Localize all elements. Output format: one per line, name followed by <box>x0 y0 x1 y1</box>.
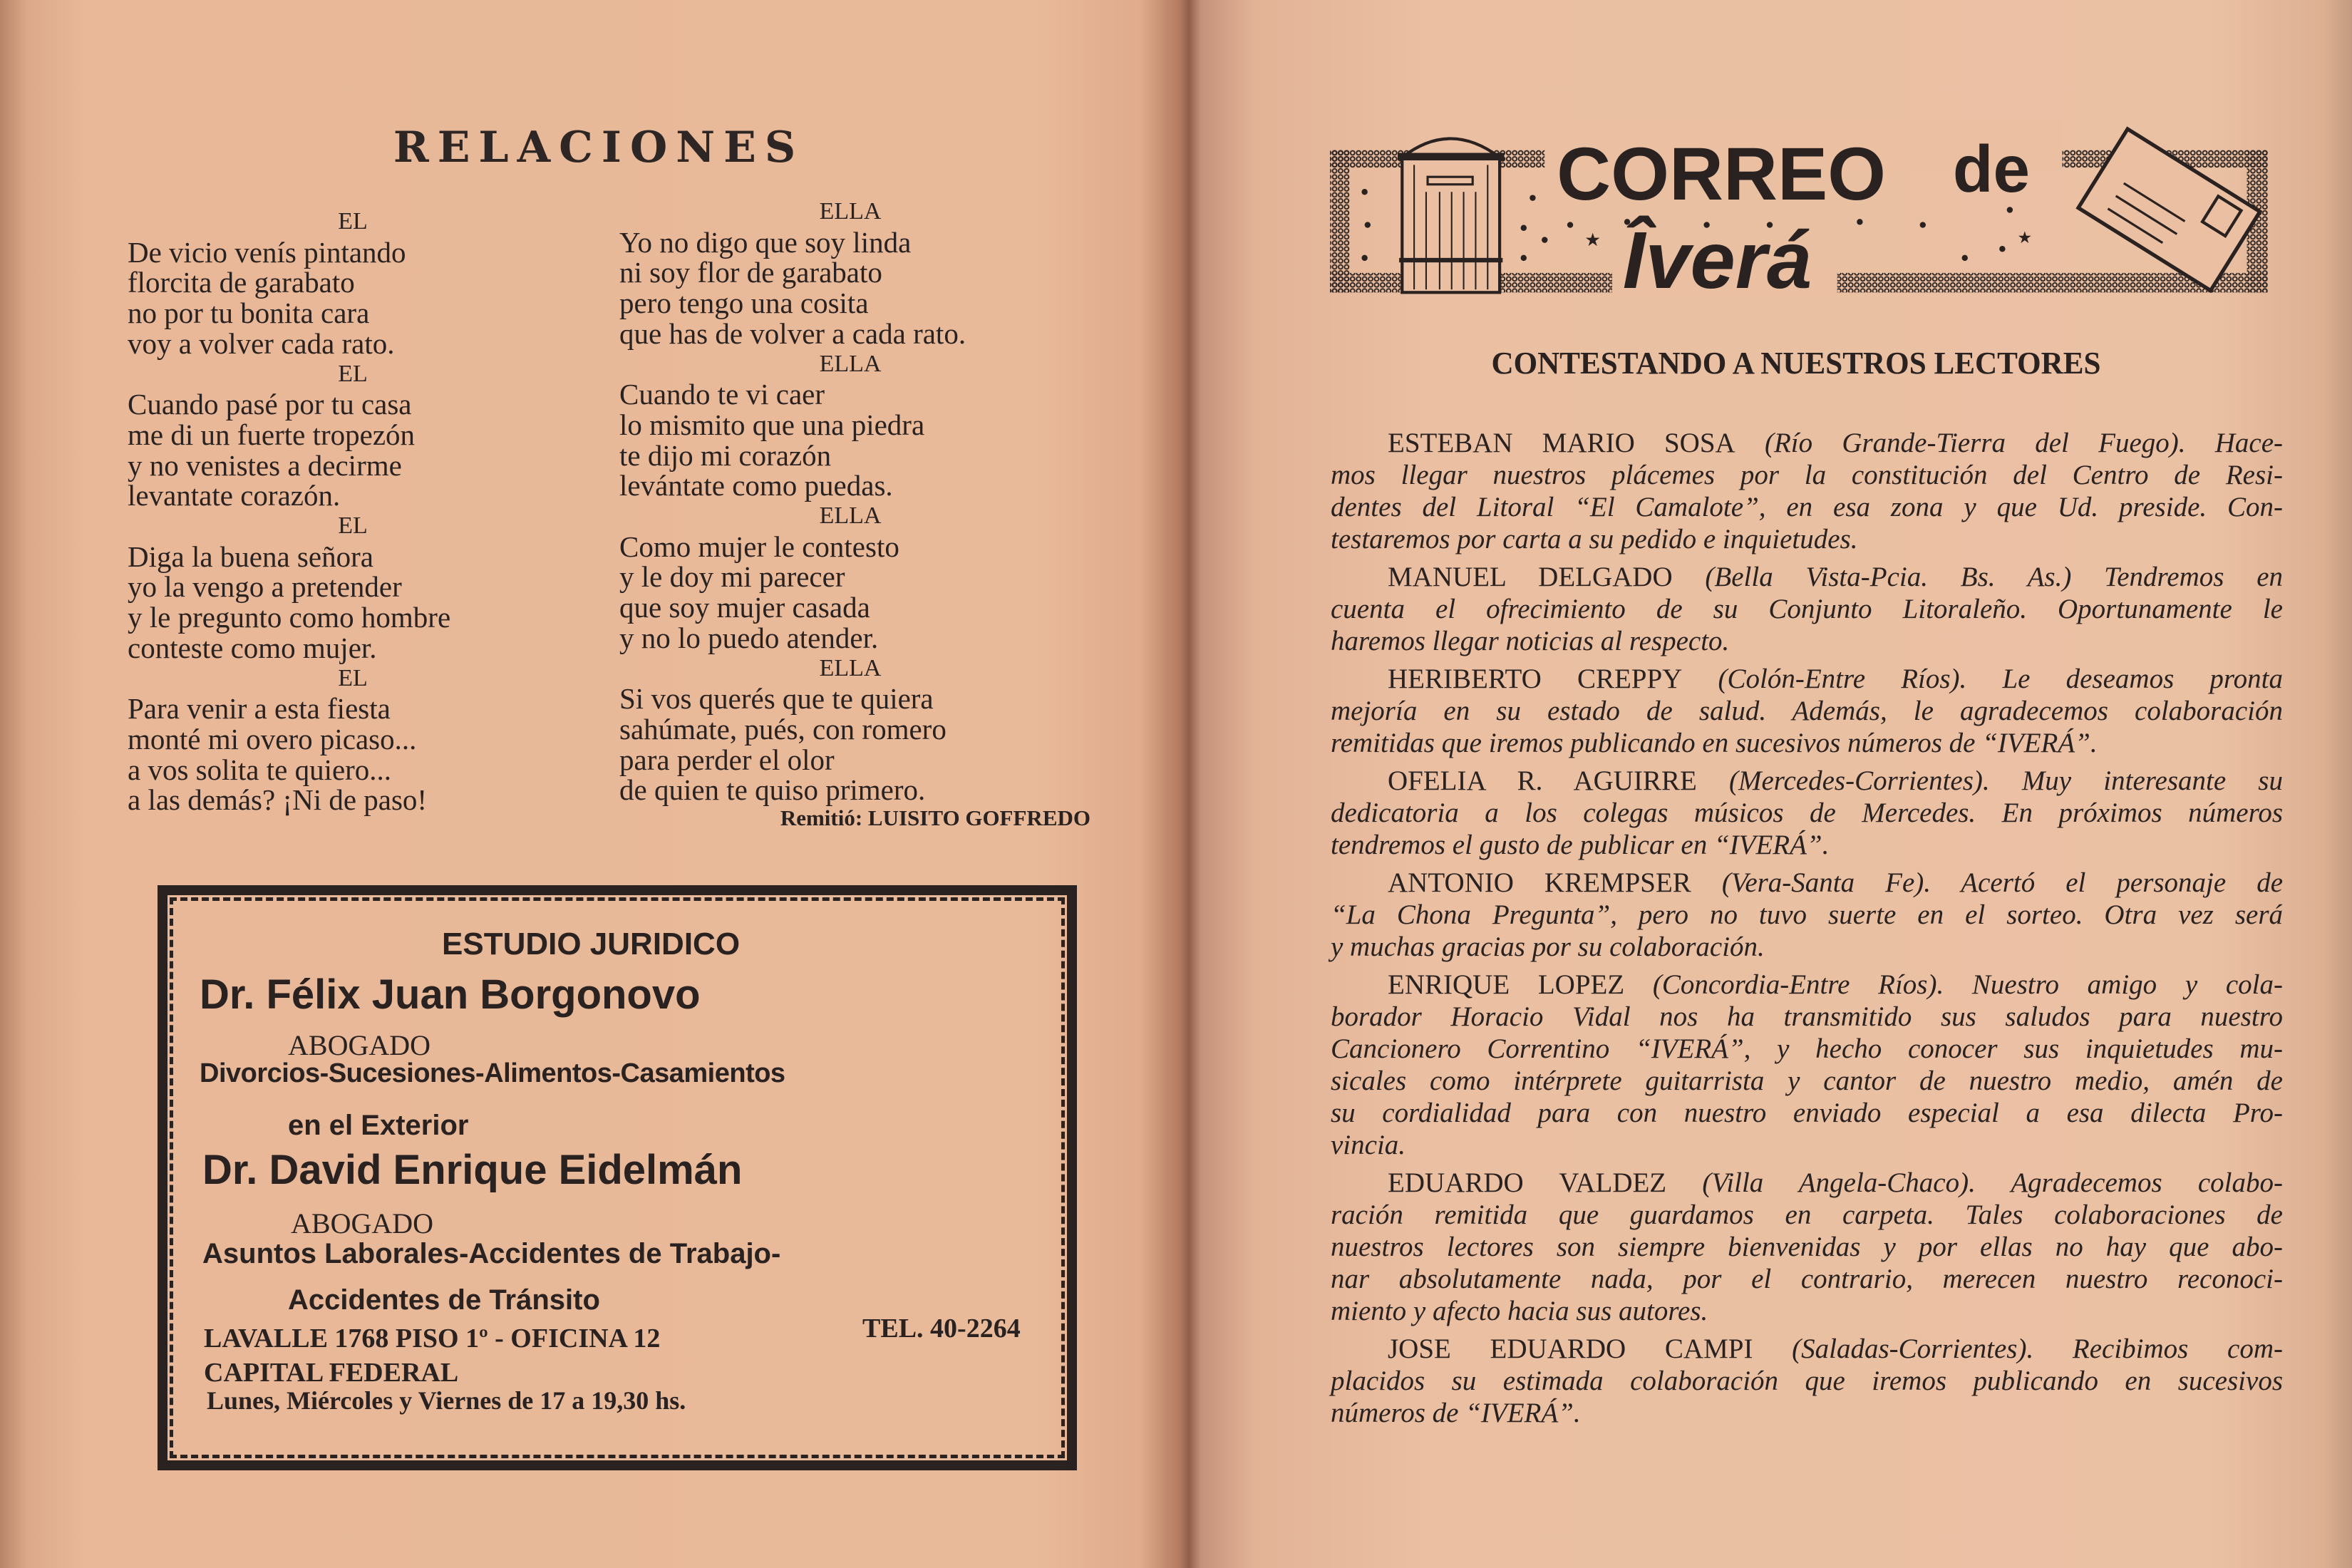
poem-line: de quien te quiso primero. <box>619 773 926 807</box>
reply-text: y muchas gracias por su colaboración. <box>1331 932 1765 962</box>
reply-text: (Villa Angela-Chaco). Agradecemos colabo- <box>1702 1167 2283 1198</box>
reply-text: “La Chona Pregunta”, pero no tuvo suerte en el sorteo. Otra vez será <box>1331 899 2283 930</box>
poem-line: Como mujer le contesto <box>619 530 899 563</box>
poem-line: y no venistes a decirme <box>128 448 402 482</box>
reader-reply <box>1331 1333 2283 1429</box>
poem-line: te dijo mi corazón <box>619 438 832 472</box>
ad-lawyer2-specialties: Asuntos Laborales-Accidentes de Trabajo- <box>202 1238 781 1269</box>
poem-line: para perder el olor <box>619 743 835 776</box>
reply-line <box>1331 867 2283 899</box>
reply-line <box>1331 561 2283 593</box>
reply-text: borador Horacio Vidal nos ha transmitido sus saludos para nuestro <box>1331 1001 2283 1032</box>
reply-line <box>1331 1033 2283 1065</box>
poem-line: Para venir a esta fiesta <box>128 692 391 726</box>
poem-line: a las demás? ¡Ni de paso! <box>128 783 428 817</box>
reply-line <box>1331 1129 2283 1161</box>
reply-line <box>1331 899 2283 931</box>
reader-replies <box>1331 427 2283 1435</box>
reply-text: ración remitida que guardamos en carpeta. Tales colaboraciones de <box>1331 1200 2283 1230</box>
ad-lawyer1-title: ABOGADO <box>288 1029 430 1061</box>
reply-line <box>1331 1263 2283 1295</box>
stanza-speaker: ELLA <box>819 198 882 225</box>
poem-line: y le doy mi parecer <box>619 560 845 594</box>
reader-reply <box>1331 561 2283 657</box>
reply-line <box>1331 695 2283 727</box>
star-icon: ★ <box>2017 228 2033 247</box>
reply-line <box>1331 1365 2283 1397</box>
reply-text: mejoría en su estado de salud. Además, le agradecemos colaboración <box>1331 696 2283 726</box>
section-heading: CONTESTANDO A NUESTROS LECTORES <box>1491 346 2101 381</box>
reader-reply <box>1331 427 2283 555</box>
poem-column-el <box>128 207 578 815</box>
poem-line: conteste como mujer. <box>128 631 377 664</box>
reply-line <box>1331 727 2283 759</box>
poem-line: me di un fuerte tropezón <box>128 418 416 451</box>
poem-stanza <box>128 511 578 664</box>
reply-line <box>1331 663 2283 695</box>
poem-line: y le pregunto como hombre <box>128 601 451 634</box>
ad-header: ESTUDIO JURIDICO <box>442 927 741 961</box>
poem-line: ni soy flor de garabato <box>619 256 882 289</box>
poem-line: pero tengo una cosita <box>619 287 869 320</box>
reply-text: vincia. <box>1331 1130 1406 1160</box>
reply-line <box>1331 1097 2283 1129</box>
poem-line: levantate corazón. <box>128 479 341 512</box>
poem-stanza <box>128 207 578 359</box>
reply-line <box>1331 1065 2283 1097</box>
reply-line <box>1331 1001 2283 1033</box>
reply-text: (Saladas-Corrientes). Recibimos com- <box>1792 1334 2284 1364</box>
logo-word-correo: CORREO <box>1557 132 1887 216</box>
poem-line: Yo no digo que soy linda <box>619 225 912 259</box>
poem-line: lo mismito que una piedra <box>619 408 925 441</box>
poem-line: Diga la buena señora <box>128 540 373 573</box>
poem-stanza <box>619 349 1081 502</box>
reply-text: (Bella Vista-Pcia. Bs. As.) Tendremos en <box>1705 562 2284 592</box>
poem-title: RELACIONES <box>393 123 805 172</box>
reply-line <box>1331 969 2283 1001</box>
reply-text: su cordialidad para con nuestro enviado especial a esa dilecta Pro- <box>1331 1098 2283 1128</box>
reply-line <box>1331 797 2283 829</box>
reply-text: (Río Grande-Tierra del Fuego). Hace- <box>1764 428 2284 458</box>
reply-text: nar absolutamente nada, por el contrario, merecen nuestro reconoci- <box>1331 1264 2283 1294</box>
reply-line <box>1331 1295 2283 1327</box>
reader-name: ANTONIO KREMPSER <box>1388 867 1691 898</box>
poem-line: monté mi overo picaso... <box>128 722 417 755</box>
reply-text: placidos su estimada colaboración que iremos publicando en sucesivos <box>1331 1366 2283 1396</box>
ad-lawyer1-specialties: Divorcios-Sucesiones-Alimentos-Casamientos <box>200 1058 785 1088</box>
poem-stanza <box>128 664 578 816</box>
reply-text: números de “IVERÁ”. <box>1331 1398 1581 1428</box>
stanza-speaker: EL <box>338 208 368 234</box>
reply-text: (Vera-Santa Fe). Acertó el personaje de <box>1721 867 2284 898</box>
reply-text: dedicatoria a los colegas músicos de Mercedes. En próximos números <box>1331 798 2283 828</box>
reader-name: MANUEL DELGADO <box>1388 562 1673 592</box>
reply-line <box>1331 1333 2283 1365</box>
reply-text: tendremos el gusto de publicar en “IVERÁ”. <box>1331 830 1830 860</box>
ad-phone: TEL. 40-2264 <box>862 1314 1021 1343</box>
poem-line: Cuando te vi caer <box>619 378 825 411</box>
reply-text: nuestros lectores son siempre bienvenidas y por ellas no hay que abo- <box>1331 1232 2283 1262</box>
reader-name: ENRIQUE LOPEZ <box>1388 969 1625 1000</box>
ad-hours: Lunes, Miércoles y Viernes de 17 a 19,30 hs. <box>207 1386 686 1415</box>
reply-line <box>1331 1397 2283 1429</box>
reply-line <box>1331 1167 2283 1199</box>
reader-name: EDUARDO VALDEZ <box>1388 1167 1667 1198</box>
poem-line: y no lo puedo atender. <box>619 621 879 654</box>
stanza-speaker: EL <box>338 512 368 540</box>
reply-line <box>1331 1199 2283 1231</box>
reader-reply <box>1331 663 2283 759</box>
poem-line: voy a volver cada rato. <box>128 326 395 360</box>
reader-name: JOSE EDUARDO CAMPI <box>1388 1334 1753 1364</box>
mailbox-icon <box>1398 139 1504 293</box>
poem-line: sahúmate, pués, con romero <box>619 712 947 746</box>
reply-line <box>1331 491 2283 523</box>
star-icon: ★ <box>1584 230 1601 251</box>
reader-name: OFELIA R. AGUIRRE <box>1388 765 1697 796</box>
poem-line: levántate como puedas. <box>619 469 893 502</box>
reply-text: mos llegar nuestros plácemes por la constitución del Centro de Resi- <box>1331 460 2283 490</box>
poem-column-ella <box>619 197 1081 805</box>
reply-line <box>1331 427 2283 459</box>
reply-text: Cancionero Correntino “IVERÁ”, y hecho conocer sus inquietudes mu- <box>1331 1033 2283 1064</box>
reader-reply <box>1331 969 2283 1161</box>
reply-line <box>1331 459 2283 491</box>
poem-line: florcita de garabato <box>128 266 355 299</box>
reader-reply <box>1331 765 2283 861</box>
reply-text: (Mercedes-Corrientes). Muy interesante su <box>1728 765 2283 796</box>
stanza-speaker: ELLA <box>819 350 882 377</box>
reply-line <box>1331 829 2283 861</box>
logo-word-ivera: Îverá <box>1622 215 1812 300</box>
ad-lawyer2-specialties-2: Accidentes de Tránsito <box>288 1284 600 1316</box>
reply-line <box>1331 593 2283 625</box>
reply-line <box>1331 1231 2283 1263</box>
poem-stanza <box>619 654 1081 806</box>
poem-line: que has de volver a cada rato. <box>619 316 966 350</box>
reply-text: dentes del Litoral “El Camalote”, en esa zona y que Ud. preside. Con- <box>1331 492 2283 522</box>
poem-line: Si vos querés que te quiera <box>619 682 934 716</box>
stanza-speaker: EL <box>338 360 368 387</box>
poem-line: yo la vengo a pretender <box>128 570 402 604</box>
poem-line: a vos solita te quiero... <box>128 753 392 786</box>
reply-text: cuenta el ofrecimiento de su Conjunto Litoraleño. Oportunamente le <box>1331 594 2283 624</box>
ad-lawyer1-name: Dr. Félix Juan Borgonovo <box>200 971 701 1018</box>
stanza-speaker: EL <box>338 664 368 691</box>
reply-text: haremos llegar noticias al respecto. <box>1331 626 1730 656</box>
poem-line: no por tu bonita cara <box>128 296 370 330</box>
stanza-speaker: ELLA <box>819 654 882 681</box>
reply-text: miento y afecto hacia sus autores. <box>1331 1296 1708 1326</box>
ad-lawyer2-name: Dr. David Enrique Eidelmán <box>202 1147 743 1193</box>
correo-de-ivera-logo <box>1327 120 2268 300</box>
stanza-speaker: ELLA <box>819 502 882 530</box>
ad-lawyer2-title: ABOGADO <box>291 1207 433 1239</box>
poem-stanza <box>619 197 1081 349</box>
ad-address: LAVALLE 1768 PISO 1º - OFICINA 12 <box>204 1324 661 1353</box>
poem-stanza <box>128 359 578 512</box>
poem-line: que soy mujer casada <box>619 591 870 624</box>
reply-line <box>1331 625 2283 657</box>
reply-line <box>1331 523 2283 555</box>
reply-line <box>1331 765 2283 797</box>
reply-text: (Colón-Entre Ríos). Le deseamos pronta <box>1718 664 2283 694</box>
ad-lawyer1-specialties-2: en el Exterior <box>288 1110 469 1141</box>
reply-text: testaremos por carta a su pedido e inquietudes. <box>1331 524 1858 555</box>
poem-credit: Remitió: LUISITO GOFFREDO <box>780 805 1090 830</box>
reply-line <box>1331 931 2283 963</box>
ad-city: CAPITAL FEDERAL <box>204 1358 459 1388</box>
poem-stanza <box>619 501 1081 654</box>
reader-reply <box>1331 1167 2283 1327</box>
reader-name: ESTEBAN MARIO SOSA <box>1388 428 1735 458</box>
reply-text: sicales como intérprete guitarrista y cantor de nuestro medio, amén de <box>1331 1066 2283 1096</box>
poem-line: De vicio venís pintando <box>128 235 406 269</box>
logo-word-de: de <box>1952 132 2030 207</box>
reader-reply <box>1331 867 2283 963</box>
poem-line: Cuando pasé por tu casa <box>128 388 412 421</box>
reader-name: HERIBERTO CREPPY <box>1388 664 1683 694</box>
reply-text: remitidas que iremos publicando en sucesivos números de “IVERÁ”. <box>1331 728 2098 758</box>
reply-text: (Concordia-Entre Ríos). Nuestro amigo y cola- <box>1652 969 2283 1000</box>
